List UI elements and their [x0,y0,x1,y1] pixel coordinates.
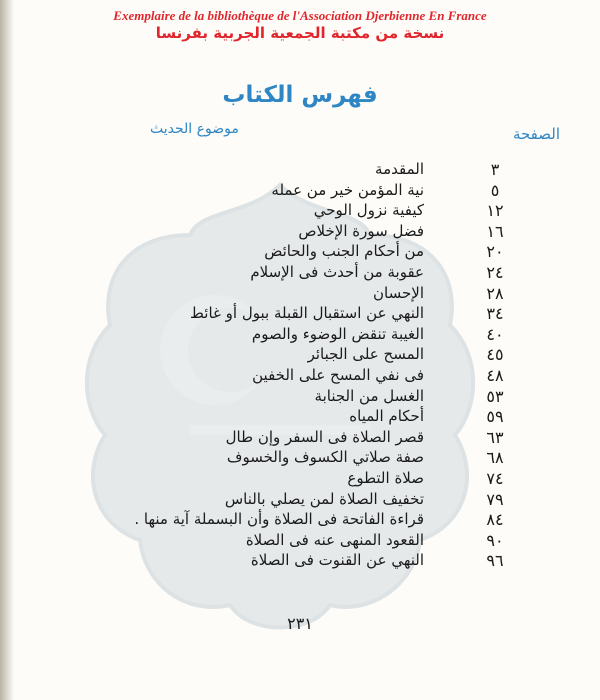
toc-entry [0,469,600,490]
toc-page-number: ٣٤ [486,304,504,324]
toc-topic: فى نفي المسح على الخفين [252,365,424,384]
toc-page-number: ٩٠ [486,530,504,550]
toc-page-number: ٤٥ [486,345,504,365]
toc-entry [0,181,600,202]
toc-entry [0,490,600,511]
toc-entry [0,304,600,325]
toc-entry [0,160,600,181]
toc-topic: صفة صلاتي الكسوف والخسوف [226,448,424,467]
toc-entry [0,428,600,449]
toc-entry [0,263,600,284]
toc-page-number: ٥٣ [486,386,504,406]
toc-topic: أحكام المياه [349,407,424,426]
toc-entry [0,284,600,305]
toc-topic: النهي عن استقبال القبلة ببول أو غائط [190,304,424,323]
toc-page-number: ٢٠ [486,242,504,262]
column-header-page: الصفحة [512,125,560,143]
toc-page-number: ٤٨ [486,365,504,385]
toc-topic: نية المؤمن خير من عمله [271,180,424,199]
toc-topic: النهي عن القنوت فى الصلاة [250,551,424,570]
toc-topic: تخفيف الصلاة لمن يصلي بالناس [224,489,424,508]
toc-page-number: ٨٤ [486,510,504,530]
toc-entry [0,510,600,531]
toc-entry [0,531,600,552]
toc-topic: صلاة التطوع [347,468,424,487]
toc-entry [0,551,600,572]
toc-topic: المقدمة [375,160,424,178]
toc-entry [0,201,600,222]
toc-page-number: ٧٩ [486,489,504,509]
page-title: فهرس الكتاب [222,82,378,108]
toc-page-number: ٢٨ [486,283,504,303]
table-of-contents [0,160,600,572]
toc-entry [0,387,600,408]
toc-page-number: ٦٣ [486,427,504,447]
toc-topic: من أحكام الجنب والحائض [264,242,424,261]
toc-page-number: ١٦ [486,221,504,241]
toc-entry [0,448,600,469]
toc-topic: الغيبة تنقض الوضوء والصوم [251,324,424,343]
toc-topic: عقوبة من أحدث فى الإسلام [250,262,424,281]
toc-entry [0,345,600,366]
library-stamp-french: Exemplaire de la bibliothèque de l'Association Djerbienne En France [113,8,487,23]
toc-topic: قصر الصلاة فى السفر وإن طال [225,427,424,446]
toc-topic: الغسل من الجنابة [314,386,424,405]
toc-page-number: ١٢ [486,201,504,221]
toc-topic: كيفية نزول الوحي [313,201,424,220]
toc-page-number: ٣ [490,160,500,179]
toc-page-number: ٥٩ [486,407,504,427]
toc-entry [0,242,600,263]
toc-page-number: ٢٤ [486,262,504,282]
toc-topic: المسح على الجبائر [307,345,424,364]
column-header-topic: موضوع الحديث [150,121,239,137]
toc-page-number: ٤٠ [486,324,504,344]
toc-page-number: ٦٨ [486,448,504,468]
library-stamp-arabic: نسخة من مكتبة الجمعية الجربية بفرنسا [155,24,445,42]
toc-topic: القعود المنهى عنه فى الصلاة [245,530,424,549]
toc-page-number: ٩٦ [486,551,504,571]
toc-topic: الإحسان [373,283,424,302]
toc-entry [0,407,600,428]
page-number: ٢٣١ [287,614,313,633]
toc-entry [0,222,600,243]
toc-entry [0,366,600,387]
toc-page-number: ٧٤ [486,468,504,488]
toc-entry [0,325,600,346]
toc-page-number: ٥ [490,180,500,200]
toc-topic: فضل سورة الإخلاص [298,221,424,240]
toc-topic: قراءة الفاتحة فى الصلاة وأن البسملة آية منها . [134,510,424,529]
